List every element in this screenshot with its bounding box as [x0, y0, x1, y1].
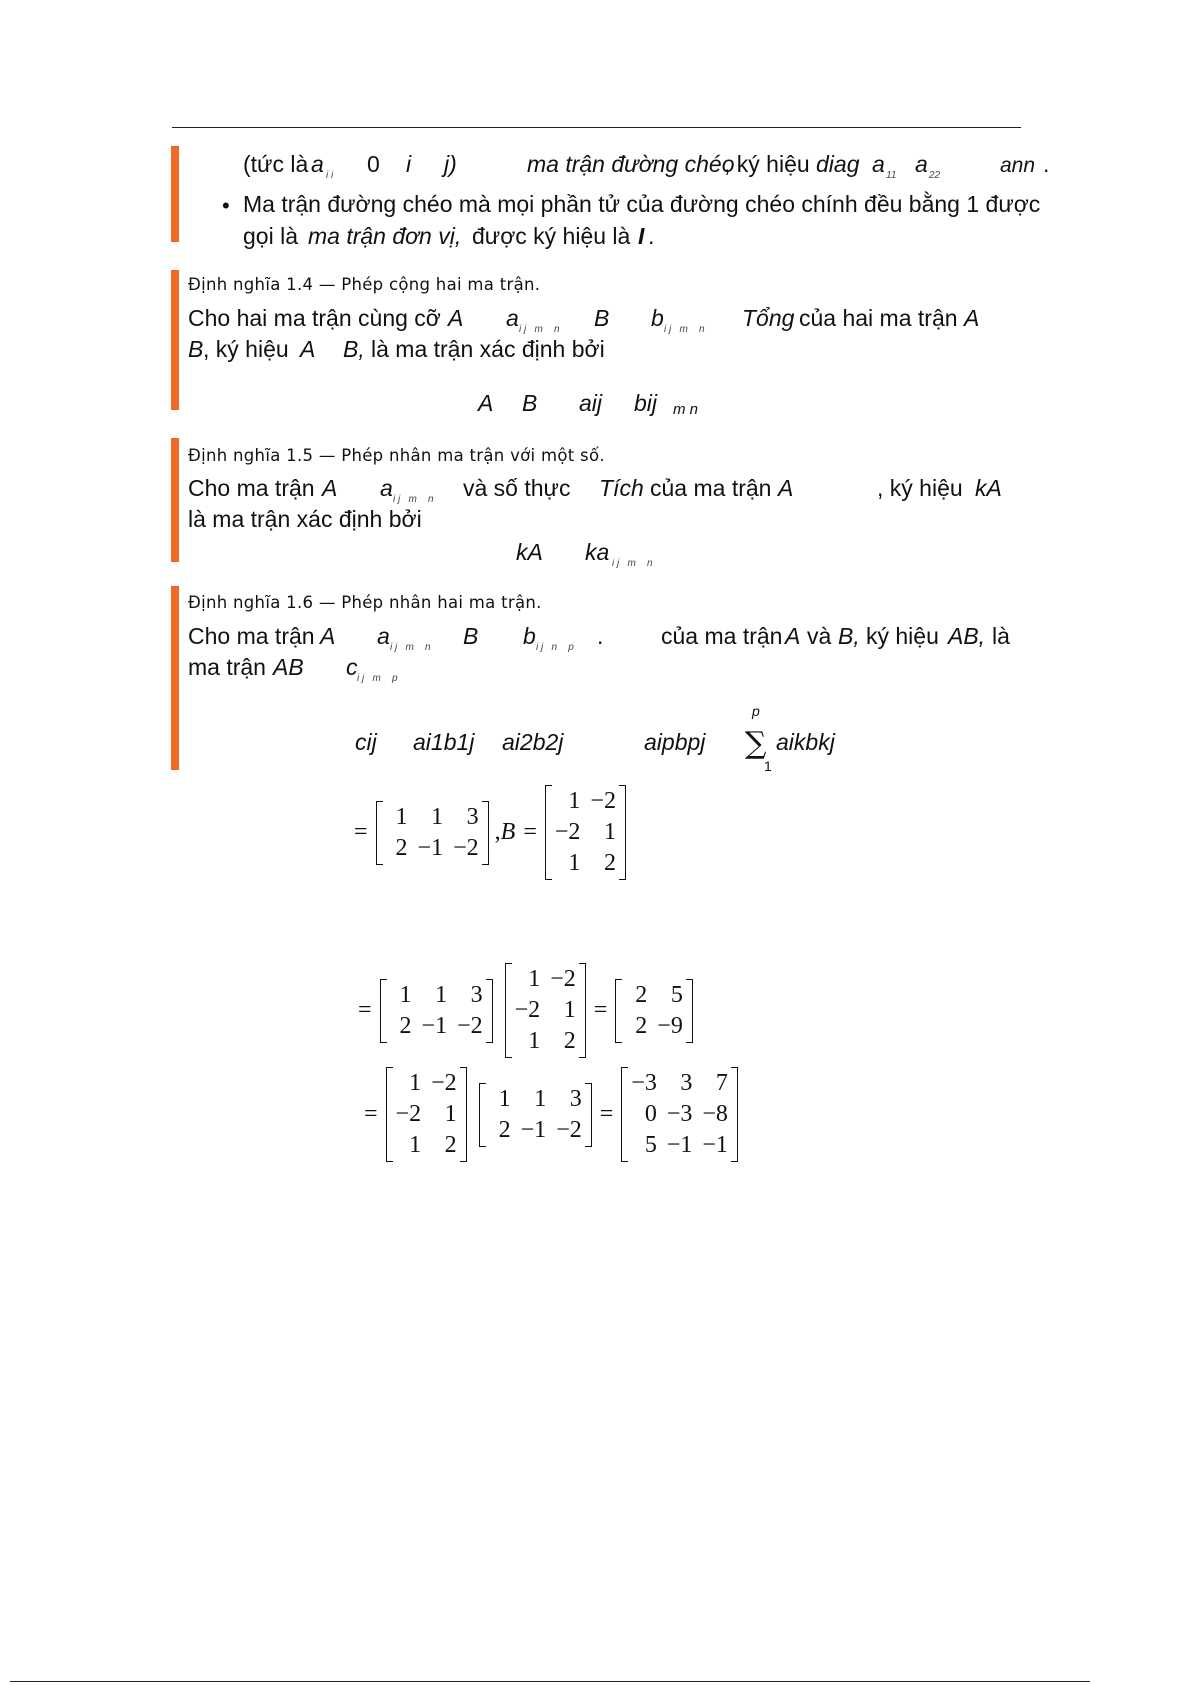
math-symbol: b	[523, 623, 536, 649]
matrix-cell: 3	[569, 1085, 582, 1112]
text: và số thực	[463, 475, 571, 501]
text: Cho ma trận	[188, 623, 315, 649]
matrix-B	[386, 1067, 467, 1162]
matrix-cell: −2	[554, 819, 581, 845]
text: ký hiệu	[866, 623, 939, 649]
text: , ký hiệu	[877, 475, 963, 501]
matrix-cell: 1	[409, 1070, 422, 1096]
math-symbol: a	[380, 475, 393, 501]
sum-upper-limit: p	[752, 703, 760, 719]
matrix-cell: 7	[715, 1070, 728, 1096]
formula-symbol: A	[478, 390, 494, 416]
matrix-cell: −3	[631, 1070, 657, 1096]
definition-heading: Định nghĩa 1.6 — Phép nhân hai ma trận.	[188, 593, 542, 612]
section-bar-def16	[171, 586, 179, 770]
text: Ma trận đường chéo mà mọi phần tử của đường chéo chính đều bằng 1 được	[243, 191, 1041, 217]
matrix-cell: −2	[550, 966, 576, 992]
matrix-cell: −1	[520, 1116, 547, 1143]
math-symbol: AB,	[948, 623, 986, 649]
matrix-cell: 1	[444, 1101, 457, 1127]
matrix-cell: −2	[431, 1070, 457, 1096]
text: , ký hiệu	[203, 336, 289, 362]
matrix-cell: 1	[563, 997, 576, 1023]
equals-sign: =	[364, 1101, 378, 1127]
math-symbol: B	[594, 305, 610, 331]
math-symbol: ann	[1000, 154, 1036, 177]
matrix-cell: −2	[514, 997, 541, 1023]
text: .	[648, 223, 655, 249]
matrix-cell: 1	[528, 1028, 541, 1054]
matrix-cell: 2	[395, 834, 408, 861]
matrix-cell: −2	[590, 788, 616, 814]
matrix-A	[479, 1083, 592, 1147]
text: được ký hiệu là	[472, 223, 631, 249]
matrix-cell: −1	[417, 834, 444, 861]
math-symbol: c	[346, 654, 358, 680]
text: Cho ma trận	[188, 475, 315, 501]
product-AB-expression	[350, 963, 693, 1058]
matrix-cell: −1	[666, 1132, 693, 1158]
bullet: •	[222, 193, 230, 218]
formula-symbol: bij	[634, 390, 658, 416]
matrix-cell: 1	[395, 803, 408, 830]
sigma-icon: ∑	[745, 726, 767, 761]
equals-sign: =	[354, 819, 368, 845]
math-symbol: AB	[273, 654, 304, 680]
math-symbol: B	[463, 623, 479, 649]
text: Cho hai ma trận cùng cỡ	[188, 305, 441, 331]
matrix-definition-expression	[346, 785, 626, 880]
text: và	[807, 623, 832, 649]
matrix-cell: 3	[470, 981, 483, 1008]
text: là ma trận xác định bởi	[371, 336, 605, 362]
matrix-cell: 3	[466, 803, 479, 830]
matrix-cell: 2	[498, 1116, 511, 1143]
matrix-cell: 1	[498, 1085, 511, 1112]
formula-symbol: cij	[355, 729, 377, 755]
equals-sign: =	[523, 819, 537, 845]
math-symbol: A	[300, 336, 316, 362]
matrix-cell: 5	[670, 981, 683, 1008]
matrix-cell: 2	[563, 1028, 576, 1054]
product-BA-expression	[356, 1067, 738, 1162]
text: .	[1043, 151, 1050, 177]
matrix-cell: −2	[556, 1116, 582, 1143]
matrix-cell: 1	[528, 966, 541, 992]
term-sum: Tổng	[742, 305, 795, 331]
matrix-cell: −1	[702, 1132, 728, 1158]
formula-symbol: aikbkj	[776, 729, 835, 755]
math-symbol: a	[377, 623, 390, 649]
matrix-cell: −3	[666, 1101, 693, 1127]
section-bar-def14	[171, 270, 179, 410]
math-symbol: A	[964, 305, 980, 331]
math-symbol: A	[322, 475, 338, 501]
math-symbol: A	[320, 623, 336, 649]
matrix-cell: 1	[568, 850, 581, 876]
math-symbol: 0	[367, 151, 380, 177]
matrix-A	[380, 979, 493, 1043]
math-symbol: A	[778, 475, 794, 501]
term-diagonal-matrix: ma trận đường chéo	[527, 151, 735, 177]
matrix-A	[376, 801, 489, 865]
matrix-cell: −2	[453, 834, 479, 861]
matrix-cell: −8	[702, 1101, 728, 1127]
matrix-BA-result	[621, 1067, 738, 1162]
section-bar-def15	[171, 438, 179, 562]
matrix-cell: 0	[644, 1101, 657, 1127]
math-symbol: a	[506, 305, 519, 331]
matrix-cell: 2	[399, 1012, 412, 1039]
matrix-cell: 1	[534, 1085, 547, 1112]
matrix-label-B: B	[500, 819, 516, 845]
text: là	[992, 623, 1010, 649]
formula-subscript: m n	[673, 401, 699, 418]
math-symbol: a	[311, 151, 324, 177]
text: của ma trận	[661, 623, 783, 649]
math-symbol: B	[188, 336, 204, 362]
matrix-cell: 3	[680, 1070, 693, 1096]
definition-heading: Định nghĩa 1.4 — Phép cộng hai ma trận.	[188, 275, 541, 294]
formula-symbol: ai2b2j	[502, 729, 564, 755]
math-symbol: I	[638, 223, 645, 249]
math-symbol: j)	[444, 151, 457, 177]
math-symbol: a	[872, 151, 885, 177]
matrix-cell: 5	[644, 1132, 657, 1158]
matrix-cell: 2	[603, 850, 616, 876]
matrix-cell: 2	[635, 981, 648, 1008]
math-symbol: diag	[816, 151, 860, 177]
formula-symbol: kA	[516, 539, 543, 565]
text: của ma trận	[650, 475, 772, 501]
matrix-cell: 1	[568, 788, 581, 814]
matrix-B	[545, 785, 626, 880]
matrix-AB-result	[615, 979, 693, 1043]
matrix-cell: 1	[431, 803, 444, 830]
matrix-cell: 1	[435, 981, 448, 1008]
matrix-cell: 1	[409, 1132, 422, 1158]
formula-symbol: aij	[579, 390, 603, 416]
text: của hai ma trận	[799, 305, 958, 331]
definition-heading: Định nghĩa 1.5 — Phép nhân ma trận với một số.	[188, 446, 605, 465]
equals-sign: =	[593, 997, 608, 1023]
formula-symbol: ai1b1j	[413, 729, 475, 755]
matrix-cell: 2	[635, 1012, 648, 1039]
matrix-cell: 2	[444, 1132, 457, 1158]
math-symbol: kA	[975, 475, 1002, 501]
text: (tức là	[243, 151, 309, 177]
text: , ký hiệu	[724, 151, 810, 177]
section-bar-diagonal	[171, 146, 179, 242]
math-symbol: A	[448, 305, 464, 331]
math-symbol: i	[406, 151, 412, 177]
text: ma trận	[188, 654, 266, 680]
matrix-cell: −2	[395, 1101, 422, 1127]
top-rule	[172, 127, 1021, 128]
bottom-rule	[10, 1681, 1090, 1682]
math-symbol: B,	[838, 623, 860, 649]
formula-symbol: aipbpj	[644, 729, 706, 755]
matrix-cell: −2	[457, 1012, 483, 1039]
matrix-cell: −9	[657, 1012, 683, 1039]
matrix-cell: 1	[603, 819, 616, 845]
math-symbol: b	[651, 305, 664, 331]
math-symbol: A	[785, 623, 801, 649]
text: gọi là	[243, 223, 298, 249]
matrix-cell: 1	[399, 981, 412, 1008]
sum-lower-limit: 1	[764, 758, 772, 774]
matrix-cell: −1	[421, 1012, 448, 1039]
math-symbol: a	[915, 151, 928, 177]
equals-sign: =	[599, 1101, 614, 1127]
formula-symbol: B	[522, 390, 538, 416]
math-symbol: B,	[343, 336, 365, 362]
separator: ,	[494, 819, 501, 845]
text: là ma trận xác định bởi	[188, 506, 422, 532]
formula-symbol: ka	[585, 539, 610, 565]
text: .	[597, 623, 604, 649]
equals-sign: =	[358, 997, 372, 1023]
matrix-B	[505, 963, 586, 1058]
term-product: Tích	[599, 475, 644, 501]
term-identity-matrix: ma trận đơn vị,	[308, 223, 462, 249]
